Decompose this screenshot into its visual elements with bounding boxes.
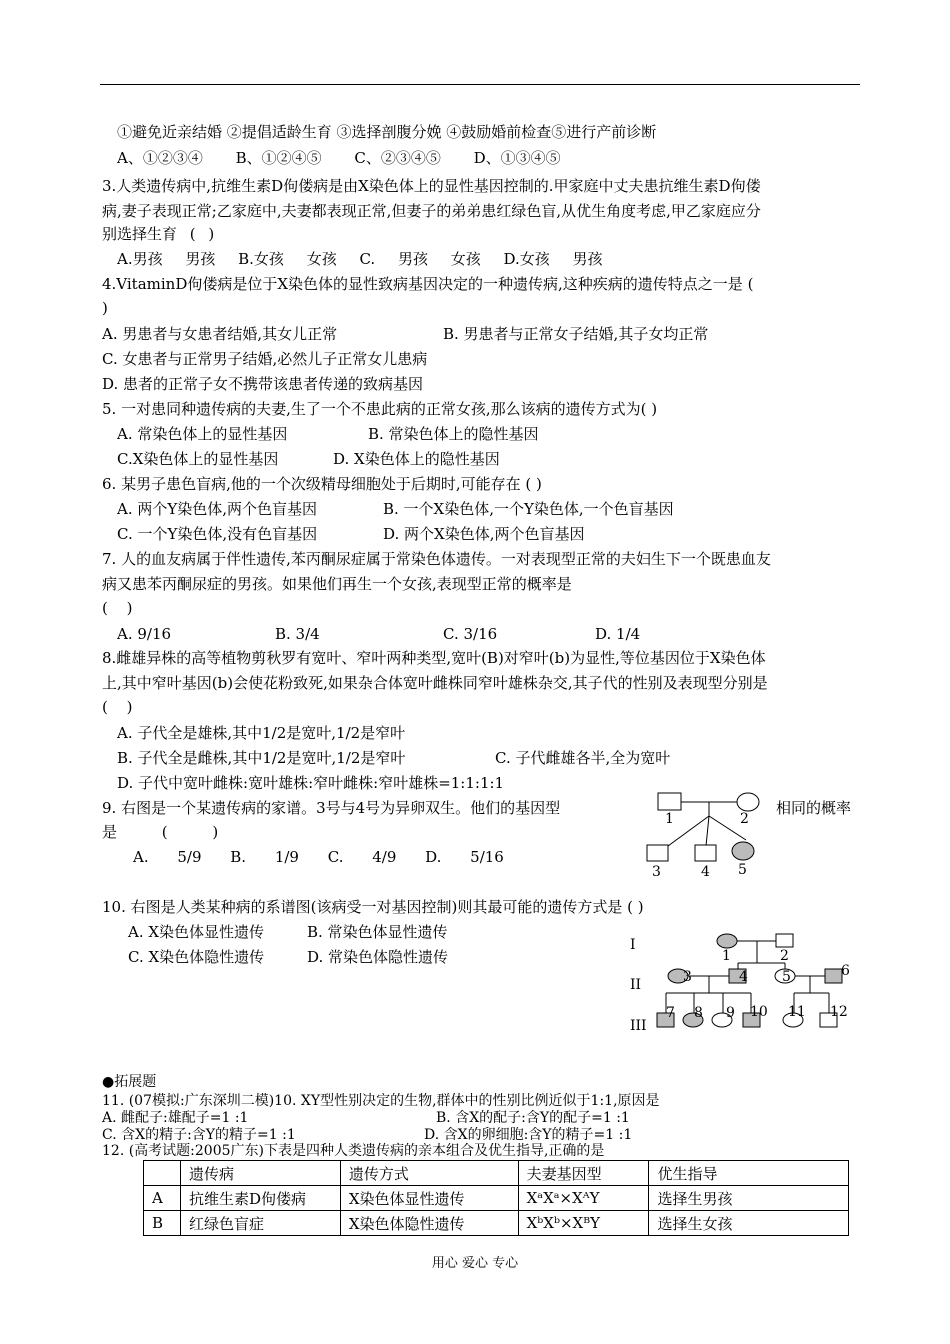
q9-options: A. 5/9 B. 1/9 C. 4/9 D. 5/16 xyxy=(133,848,504,866)
table-cell: 抗维生素D佝偻病 xyxy=(180,1186,340,1211)
q7-line1: 7. 人的血友病属于伴性遗传,苯丙酮尿症属于常染色体遗传。一对表现型正常的夫妇生下一个既患血友 xyxy=(102,550,771,568)
q8-option-b: B. 子代全是雌株,其中1/2是宽叶,1/2是窄叶 xyxy=(117,749,406,767)
pedigree-female-5-affected xyxy=(732,842,754,860)
q10-label-10: 10 xyxy=(750,1004,768,1020)
q5-option-b: B. 常染色体上的隐性基因 xyxy=(368,425,539,443)
table-cell: X染色体隐性遗传 xyxy=(340,1211,518,1236)
pedigree-female-2 xyxy=(737,793,759,811)
pedigree-label-3: 3 xyxy=(652,864,661,880)
table-cell: A xyxy=(144,1186,181,1211)
q7-line3: ( ) xyxy=(102,599,133,617)
generation-label-iii: III xyxy=(630,1018,647,1034)
q3-options: A.男孩 男孩 B.女孩 女孩 C. 男孩 女孩 D.女孩 男孩 xyxy=(117,250,603,268)
table-cell: 红绿色盲症 xyxy=(180,1211,340,1236)
pedigree-i-1-affected xyxy=(717,934,737,948)
q10-label-11: 11 xyxy=(788,1004,806,1020)
q9-line2: 是 ( ) xyxy=(102,823,219,841)
q8-line2: 上,其中窄叶基因(b)会使花粉致死,如果杂合体宽叶雌株同窄叶雄株杂交,其子代的性别及表现型分别是 xyxy=(102,674,768,692)
table-header-row xyxy=(144,1161,849,1186)
q10-option-a: A. X染色体显性遗传 xyxy=(128,923,265,941)
q3-line1: 3.人类遗传病中,抗维生素D佝偻病是由X染色体上的显性基因控制的.甲家庭中丈夫患抗维生素D佝偻 xyxy=(102,177,761,195)
generation-label-i: I xyxy=(630,937,636,953)
q10-label-7: 7 xyxy=(666,1005,675,1021)
q8-option-a: A. 子代全是雄株,其中1/2是宽叶,1/2是窄叶 xyxy=(117,724,406,742)
pedigree-male-4 xyxy=(695,845,716,861)
q5-option-a: A. 常染色体上的显性基因 xyxy=(117,425,288,443)
q5-option-c: C.X染色体上的显性基因 xyxy=(117,450,279,468)
generation-label-ii: II xyxy=(630,977,642,993)
q3-line2: 病,妻子表现正常;乙家庭中,夫妻都表现正常,但妻子的弟弟患红绿色盲,从优生角度考虑,甲乙家庭应分 xyxy=(102,202,761,220)
q11-option-a: A. 雌配子:雄配子=1 :1 xyxy=(102,1110,249,1126)
q10-stem: 10. 右图是人类某种病的系谱图(该病受一对基因控制)则其最可能的遗传方式是 ( ) xyxy=(102,898,644,916)
pedigree-male-1 xyxy=(658,793,681,810)
table-header-cell: 优生指导 xyxy=(649,1161,849,1186)
table-cell: 选择生男孩 xyxy=(649,1186,849,1211)
q8-line1: 8.雌雄异株的高等植物剪秋罗有宽叶、窄叶两种类型,宽叶(B)对窄叶(b)为显性,等位基因位于X染色体 xyxy=(102,649,766,667)
q11-option-c: C. 含X的精子:含Y的精子=1 :1 xyxy=(102,1127,296,1143)
q4-option-d: D. 患者的正常子女不携带该患者传递的致病基因 xyxy=(102,375,424,393)
q10-option-c: C. X染色体隐性遗传 xyxy=(128,948,265,966)
table-cell: X染色体显性遗传 xyxy=(340,1186,518,1211)
q2-items: ①避免近亲结婚 ②提倡适龄生育 ③选择剖腹分娩 ④鼓励婚前检查⑤进行产前诊断 xyxy=(117,123,657,141)
table-header-cell: 遗传方式 xyxy=(340,1161,518,1186)
q6-option-d: D. 两个X染色体,两个色盲基因 xyxy=(383,525,585,543)
q6-option-c: C. 一个Y染色体,没有色盲基因 xyxy=(117,525,318,543)
q10-option-d: D. 常染色体隐性遗传 xyxy=(307,948,449,966)
q10-pedigree xyxy=(625,925,855,1037)
q10-label-5: 5 xyxy=(782,969,791,985)
q11-option-d: D. 含X的卵细胞:含Y的精子=1 :1 xyxy=(424,1127,633,1143)
q12-stem: 12. (高考试题:2005广东)下表是四种人类遗传病的亲本组合及优生指导,正确的是 xyxy=(102,1143,605,1159)
header-rule xyxy=(100,84,860,85)
page-footer: 用心 爱心 专心 xyxy=(431,1256,519,1271)
pedigree-label-5: 5 xyxy=(738,862,747,878)
q4-line2: ) xyxy=(102,299,108,317)
q11-stem: 11. (07模拟:广东深圳二模)10. XY型性别决定的生物,群体中的性别比例近似于1:1,原因是 xyxy=(102,1093,660,1109)
q10-option-b: B. 常染色体显性遗传 xyxy=(307,923,448,941)
q4-option-b: B. 男患者与正常女子结婚,其子女均正常 xyxy=(443,325,709,343)
q10-label-1: 1 xyxy=(722,948,731,964)
table-header-cell: 夫妻基因型 xyxy=(518,1161,649,1186)
q10-label-8: 8 xyxy=(694,1005,703,1021)
q11-option-b: B. 含X的配子:含Y的配子=1 :1 xyxy=(436,1110,630,1126)
table-cell: XᵇXᵇ×XᴮY xyxy=(518,1211,649,1236)
table-header-cell: 遗传病 xyxy=(180,1161,340,1186)
q10-label-3: 3 xyxy=(683,969,692,985)
table-row xyxy=(144,1186,849,1211)
q4-option-c: C. 女患者与正常男子结婚,必然儿子正常女儿患病 xyxy=(102,350,428,368)
q9-line1a: 9. 右图是一个某遗传病的家谱。3号与4号为异卵双生。他们的基因型 xyxy=(102,799,561,817)
table-row xyxy=(144,1211,849,1236)
ext-heading: ●拓展题 xyxy=(102,1074,157,1090)
pedigree-ii-6-affected xyxy=(825,969,842,983)
table-cell: XᵃXᵃ×XᴬY xyxy=(518,1186,649,1211)
table-cell: B xyxy=(144,1211,181,1236)
genetic-disease-table xyxy=(143,1160,849,1236)
q2-options: A、①②③④ B、①②④⑤ C、②③④⑤ D、①③④⑤ xyxy=(117,149,561,167)
q4-line1: 4.VitaminD佝偻病是位于X染色体的显性致病基因决定的一种遗传病,这种疾病的遗传特点之一是 ( xyxy=(102,275,754,293)
q6-stem: 6. 某男子患色盲病,他的一个次级精母细胞处于后期时,可能存在 ( ) xyxy=(102,475,542,493)
pedigree-label-1: 1 xyxy=(665,811,674,827)
pedigree-label-4: 4 xyxy=(701,864,710,880)
pedigree-label-2: 2 xyxy=(740,811,749,827)
q10-label-6: 6 xyxy=(841,963,850,979)
q7-line2: 病又患苯丙酮尿症的男孩。如果他们再生一个女孩,表现型正常的概率是 xyxy=(102,575,572,593)
q6-option-a: A. 两个Y染色体,两个色盲基因 xyxy=(117,500,318,518)
q10-label-2: 2 xyxy=(780,948,789,964)
q8-option-c: C. 子代雌雄各半,全为宽叶 xyxy=(495,749,671,767)
q7-option-a: A. 9/16 xyxy=(117,625,172,643)
pedigree-male-3 xyxy=(647,845,668,861)
q3-line3: 别选择生育 ( ) xyxy=(102,225,215,243)
table-header-cell xyxy=(144,1161,181,1186)
q9-pedigree xyxy=(640,788,770,880)
q6-option-b: B. 一个X染色体,一个Y染色体,一个色盲基因 xyxy=(383,500,674,518)
q5-stem: 5. 一对患同种遗传病的夫妻,生了一个不患此病的正常女孩,那么该病的遗传方式为( ) xyxy=(102,400,658,418)
q7-option-b: B. 3/4 xyxy=(275,625,320,643)
q9-line1b: 相同的概率 xyxy=(776,799,852,817)
q8-line3: ( ) xyxy=(102,698,133,716)
pedigree-i-2 xyxy=(776,934,793,947)
q7-option-d: D. 1/4 xyxy=(595,625,641,643)
q10-label-9: 9 xyxy=(726,1005,735,1021)
q10-label-4: 4 xyxy=(739,969,748,985)
q7-option-c: C. 3/16 xyxy=(443,625,498,643)
q5-option-d: D. X染色体上的隐性基因 xyxy=(333,450,500,468)
q4-option-a: A. 男患者与女患者结婚,其女儿正常 xyxy=(102,325,338,343)
q10-label-12: 12 xyxy=(830,1004,848,1020)
table-cell: 选择生女孩 xyxy=(649,1211,849,1236)
q8-option-d: D. 子代中宽叶雌株:宽叶雄株:窄叶雌株:窄叶雄株=1:1:1:1 xyxy=(117,774,505,792)
